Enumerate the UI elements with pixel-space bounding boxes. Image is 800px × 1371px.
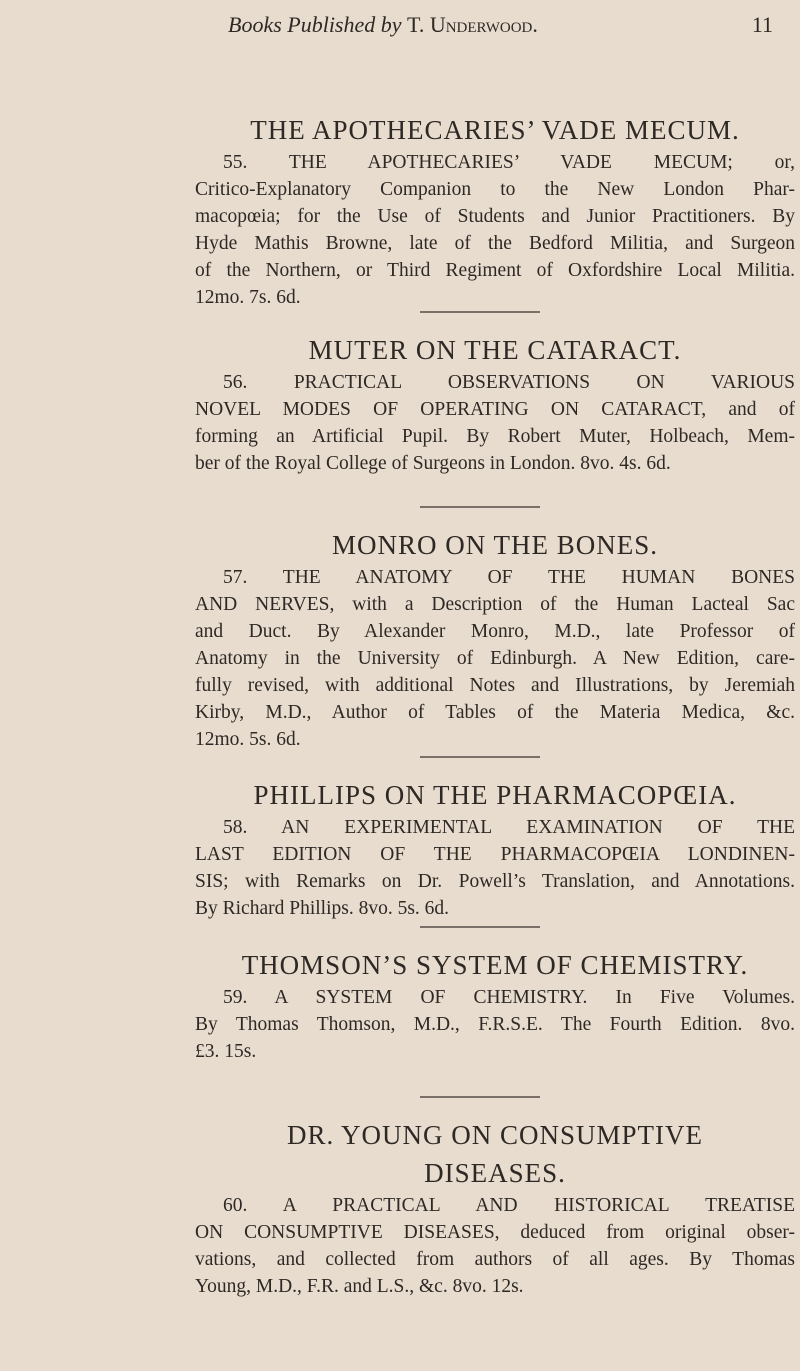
- entry-text-line: 60. A PRACTICAL AND HISTORICAL TREATISE: [223, 1195, 795, 1216]
- book-entry: [195, 776, 795, 922]
- publisher-name: T. Underwood.: [407, 12, 538, 37]
- entry-text-line: 58. AN EXPERIMENTAL EXAMINATION OF THE: [223, 817, 795, 838]
- entry-text-line: 56. PRACTICAL OBSERVATIONS ON VARIOUS: [223, 372, 795, 393]
- entry-heading: DISEASES.: [424, 1158, 566, 1188]
- running-head-title: Books Published by T. Underwood.: [228, 12, 538, 37]
- entry-text-line: Young, M.D., F.R. and L.S., &c. 8vo. 12s.: [195, 1276, 524, 1297]
- book-entry: [195, 526, 795, 753]
- entry-text-line: Hyde Mathis Browne, late of the Bedford Militia, and Surgeon: [195, 233, 795, 254]
- entry-text-line: SIS; with Remarks on Dr. Powell’s Translation, and Annotations.: [195, 871, 795, 892]
- page-number: 11: [751, 12, 773, 37]
- entry-text-line: 55. THE APOTHECARIES’ VADE MECUM; or,: [223, 152, 795, 173]
- entry-text-line: By Thomas Thomson, M.D., F.R.S.E. The Fourth Edition. 8vo.: [195, 1014, 795, 1035]
- section-divider: [420, 311, 540, 313]
- section-divider: [420, 1096, 540, 1098]
- entry-heading: THE APOTHECARIES’ VADE MECUM.: [250, 115, 740, 145]
- entry-text-line: Kirby, M.D., Author of Tables of the Materia Medica, &c.: [195, 702, 795, 723]
- entry-text-line: macopœia; for the Use of Students and Junior Practitioners. By: [195, 206, 795, 227]
- entry-text-line: 12mo. 7s. 6d.: [195, 287, 301, 308]
- entry-heading: DR. YOUNG ON CONSUMPTIVE: [286, 1120, 703, 1150]
- entry-text-line: ber of the Royal College of Surgeons in London. 8vo. 4s. 6d.: [195, 453, 671, 474]
- book-entry: [195, 331, 795, 477]
- entry-text-line: fully revised, with additional Notes and Illustrations, by Jeremiah: [195, 675, 795, 696]
- entry-heading: PHILLIPS ON THE PHARMACOPŒIA.: [253, 780, 737, 810]
- entry-heading: MUTER ON THE CATARACT.: [308, 335, 682, 365]
- entry-text-line: Critico-Explanatory Companion to the New London Phar-: [195, 179, 795, 200]
- entry-text-line: 57. THE ANATOMY OF THE HUMAN BONES: [223, 567, 795, 588]
- entry-text-line: 12mo. 5s. 6d.: [195, 729, 301, 750]
- entry-heading: MONRO ON THE BONES.: [331, 530, 659, 560]
- book-entry: [195, 946, 795, 1065]
- entry-text-line: LAST EDITION OF THE PHARMACOPŒIA LONDINEN-: [195, 844, 795, 865]
- entry-text-line: and Duct. By Alexander Monro, M.D., late Professor of: [195, 621, 795, 642]
- entry-text-line: By Richard Phillips. 8vo. 5s. 6d.: [195, 898, 450, 919]
- entry-text-line: vations, and collected from authors of all ages. By Thomas: [195, 1249, 795, 1270]
- book-entry: [195, 1116, 795, 1300]
- section-divider: [420, 756, 540, 758]
- entry-text-line: £3. 15s.: [195, 1041, 257, 1062]
- book-entry: [195, 111, 795, 311]
- entry-text-line: ON CONSUMPTIVE DISEASES, deduced from original obser-: [195, 1222, 795, 1243]
- entry-heading: THOMSON’S SYSTEM OF CHEMISTRY.: [241, 950, 749, 980]
- section-divider: [420, 506, 540, 508]
- entry-text-line: 59. A SYSTEM OF CHEMISTRY. In Five Volumes.: [223, 987, 795, 1008]
- entry-text-line: Anatomy in the University of Edinburgh. A New Edition, care-: [195, 648, 795, 669]
- entry-text-line: AND NERVES, with a Description of the Human Lacteal Sac: [195, 594, 795, 615]
- entry-text-line: NOVEL MODES OF OPERATING ON CATARACT, and of: [195, 399, 795, 420]
- entry-text-line: of the Northern, or Third Regiment of Oxfordshire Local Militia.: [195, 260, 795, 281]
- section-divider: [420, 926, 540, 928]
- running-head: [228, 12, 773, 38]
- entry-text-line: forming an Artificial Pupil. By Robert Muter, Holbeach, Mem-: [195, 426, 795, 447]
